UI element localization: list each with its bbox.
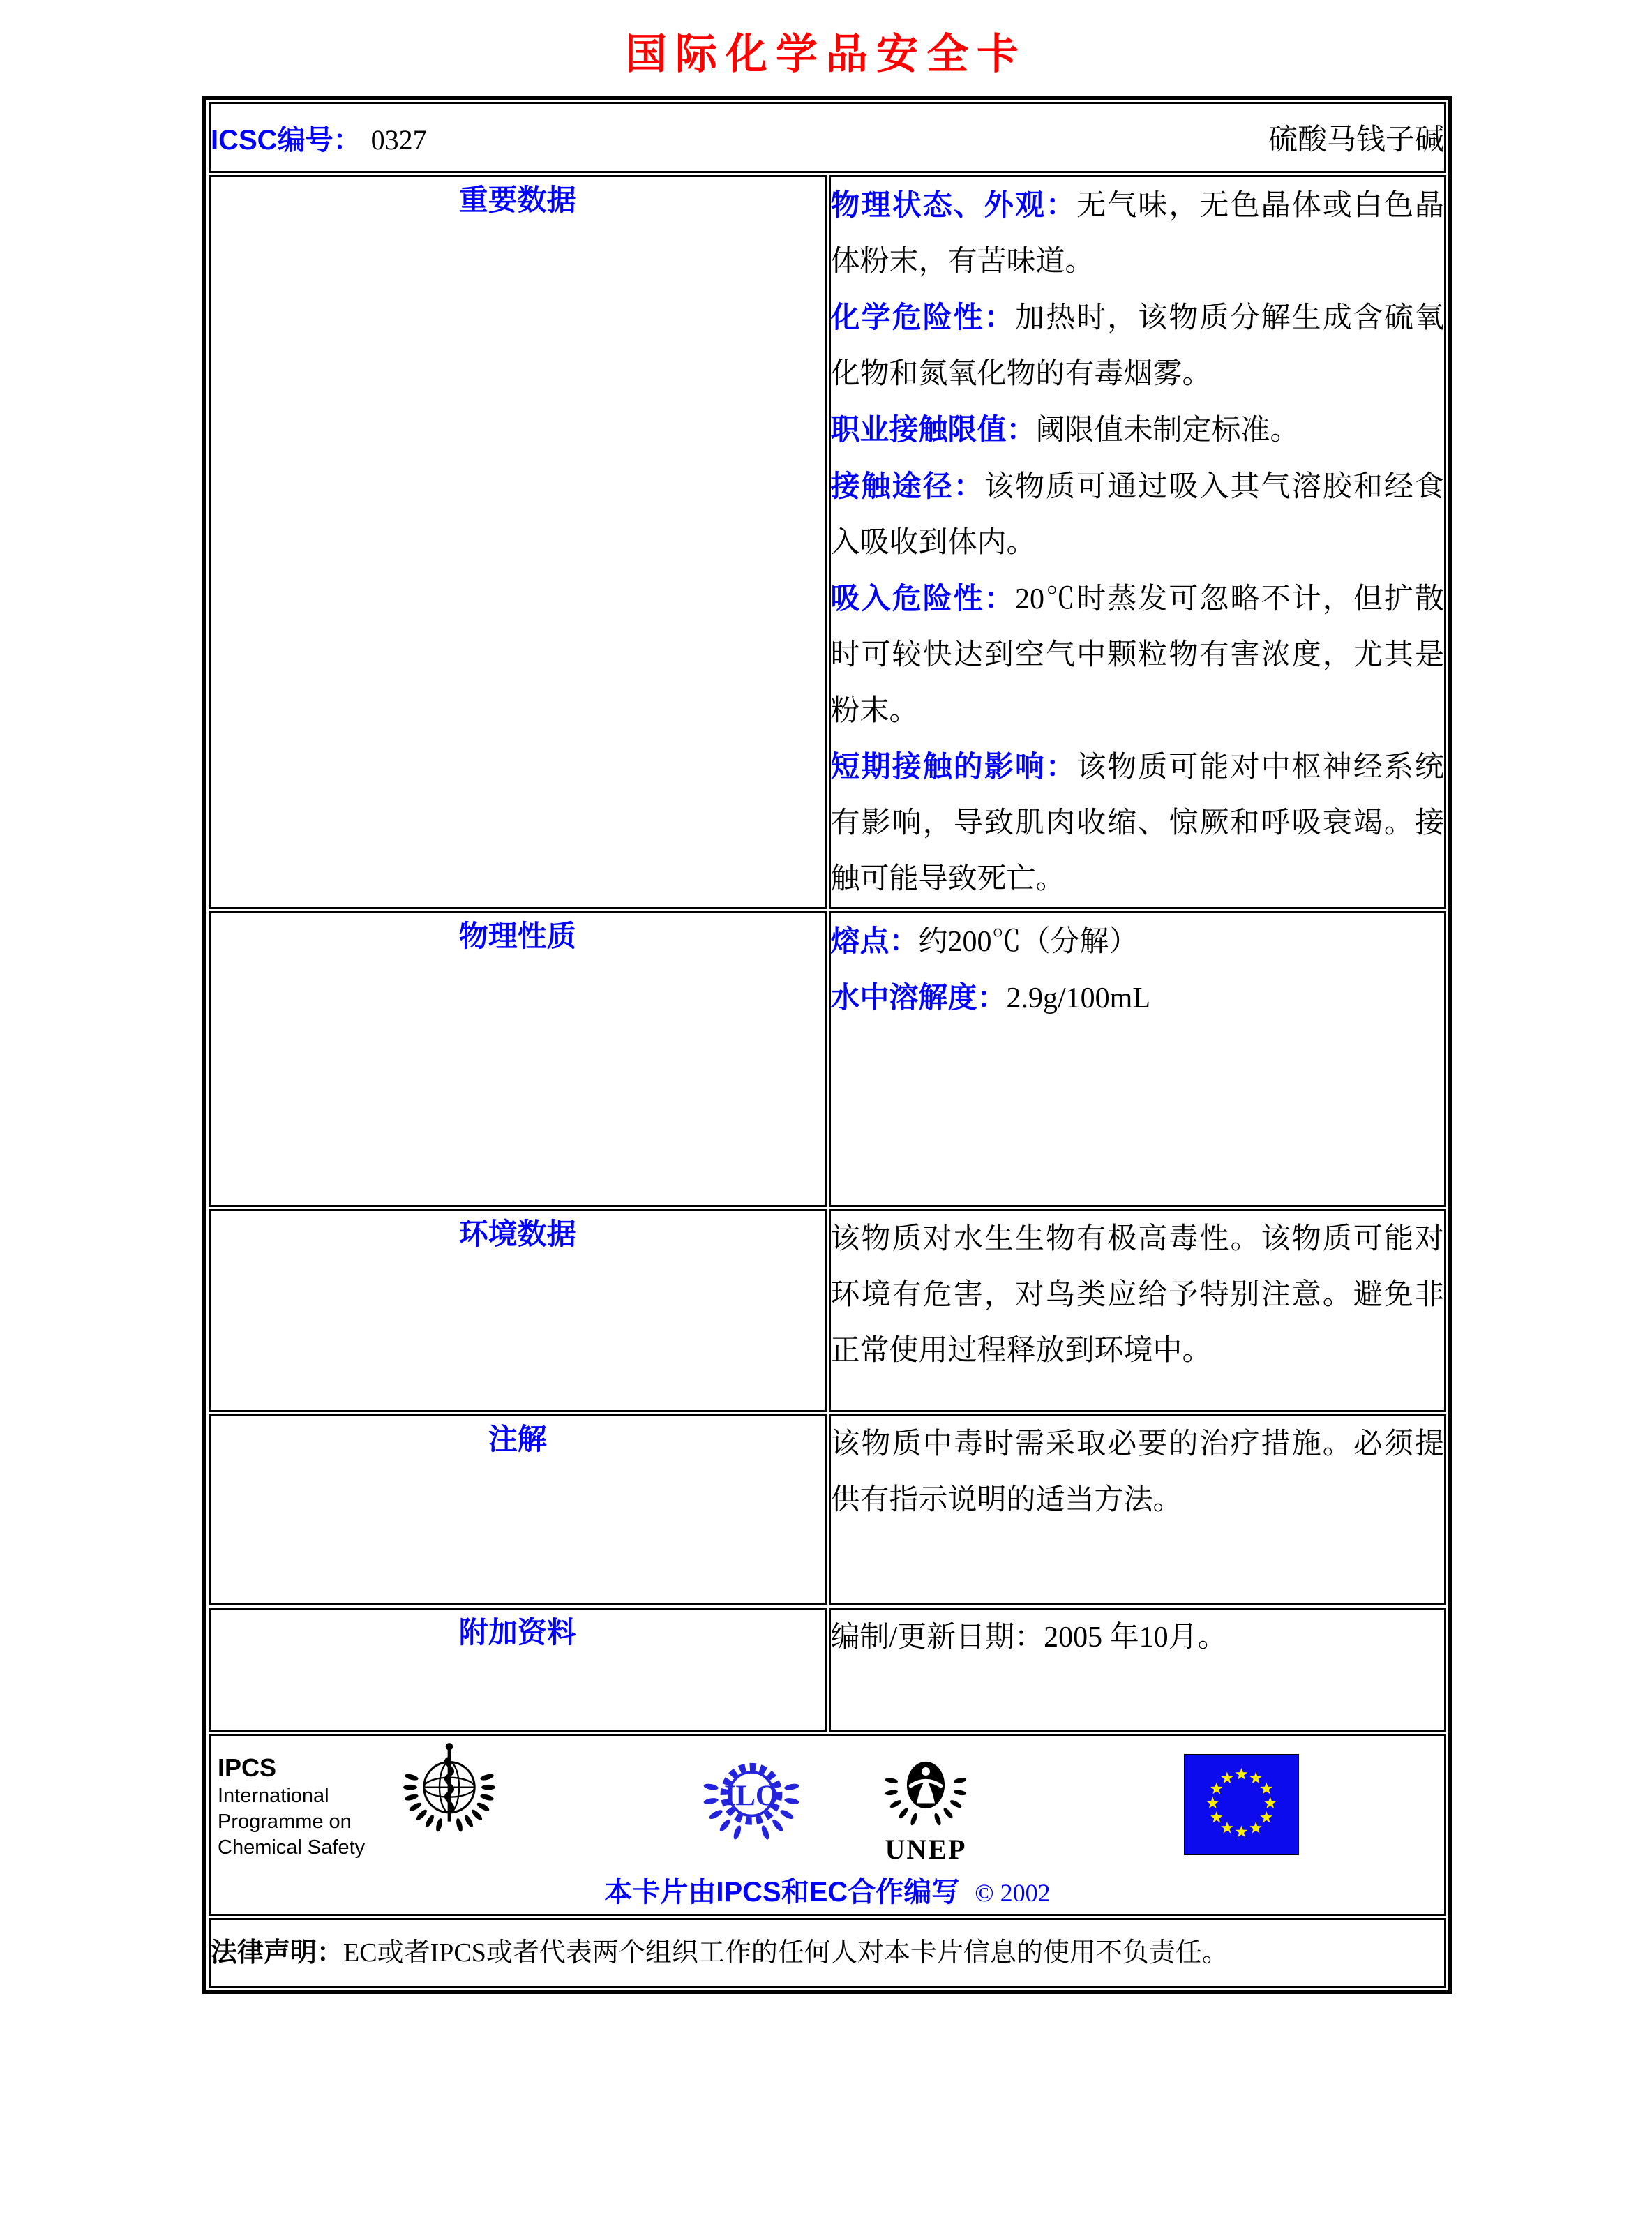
environment-text bbox=[831, 1211, 1445, 1379]
unep-logo-icon bbox=[880, 1744, 971, 1866]
ipcs-acronym: IPCS bbox=[218, 1753, 277, 1782]
entry-melting-point bbox=[831, 913, 1445, 970]
field-label: 化学危险性： bbox=[830, 301, 1015, 334]
who-logo-icon bbox=[400, 1740, 498, 1880]
section-label-physical-properties: 物理性质 bbox=[458, 920, 576, 952]
unep-letters: UNEP bbox=[885, 1834, 967, 1865]
copyright-text: © 2002 bbox=[975, 1879, 1051, 1907]
section-label-notes: 注解 bbox=[488, 1423, 547, 1455]
ilo-letters: ILO bbox=[724, 1779, 779, 1813]
field-text: 编制/更新日期：2005 年10月。 bbox=[830, 1621, 1227, 1654]
section-label-additional-info: 附加资料 bbox=[458, 1616, 576, 1649]
field-text: 加热时，该物质分解生成含硫氧化物和氮氧化物的有毒烟雾。 bbox=[830, 302, 1444, 390]
field-text: 2.9g/100mL bbox=[1006, 982, 1151, 1014]
ipcs-line: Chemical Safety bbox=[218, 1836, 366, 1859]
ipcs-line: International bbox=[218, 1785, 329, 1807]
entry-short-term-effects bbox=[831, 739, 1445, 907]
icsc-number-label: ICSC编号： bbox=[211, 124, 361, 156]
additional-info-text bbox=[831, 1610, 1445, 1665]
icsc-card-table bbox=[202, 96, 1452, 1994]
field-label: 接触途径： bbox=[830, 470, 984, 502]
cooperation-caption-text: 本卡片由IPCS和EC合作编写 bbox=[604, 1877, 960, 1908]
entry-physical-state bbox=[831, 177, 1445, 290]
entry-occupational-limit bbox=[831, 402, 1445, 458]
notes-row bbox=[209, 1414, 1446, 1605]
legal-notice-text: EC或者IPCS或者代表两个组织工作的任何人对本卡片信息的使用不负责任。 bbox=[343, 1938, 1229, 1968]
eu-flag-icon bbox=[1184, 1754, 1299, 1859]
important-data-row bbox=[209, 175, 1446, 909]
ilo-logo-icon bbox=[699, 1744, 804, 1859]
section-label-environmental-data: 环境数据 bbox=[458, 1217, 576, 1250]
section-label-important-data: 重要数据 bbox=[458, 183, 576, 216]
entry-exposure-routes bbox=[831, 458, 1445, 571]
ipcs-text-block bbox=[218, 1753, 365, 1861]
field-label: 熔点： bbox=[830, 924, 919, 957]
icsc-number-value: 0327 bbox=[370, 123, 427, 156]
icsc-number-group bbox=[211, 118, 427, 158]
chemical-name: 硫酸马钱子碱 bbox=[1268, 124, 1444, 156]
field-label: 物理状态、外观： bbox=[830, 188, 1077, 221]
legal-notice-row bbox=[209, 1918, 1446, 1988]
page-title: 国际化学品安全卡 bbox=[625, 31, 1027, 77]
environmental-data-row bbox=[209, 1209, 1446, 1412]
physical-properties-row bbox=[209, 911, 1446, 1207]
field-label: 职业接触限值： bbox=[830, 413, 1036, 446]
field-text: 阈限值未制定标准。 bbox=[1035, 414, 1300, 447]
cooperation-caption bbox=[211, 1870, 1444, 1910]
field-label: 短期接触的影响： bbox=[830, 750, 1077, 783]
header-row bbox=[209, 102, 1446, 173]
field-text: 该物质中毒时需采取必要的治疗措施。必须提供有指示说明的适当方法。 bbox=[830, 1428, 1444, 1516]
field-text: 该物质可通过吸入其气溶胶和经食入吸收到体内。 bbox=[830, 471, 1444, 559]
notes-text bbox=[831, 1416, 1445, 1528]
entry-inhalation-risk bbox=[831, 571, 1445, 739]
ipcs-line: Programme on bbox=[218, 1811, 352, 1833]
entry-chemical-danger bbox=[831, 290, 1445, 402]
field-text: 该物质可能对中枢神经系统有影响，导致肌肉收缩、惊厥和呼吸衰竭。接触可能导致死亡。 bbox=[830, 751, 1444, 895]
field-text: 20℃时蒸发可忽略不计，但扩散时可较快达到空气中颗粒物有害浓度，尤其是粉末。 bbox=[830, 583, 1444, 727]
field-label: 吸入危险性： bbox=[830, 582, 1015, 615]
field-label: 水中溶解度： bbox=[830, 981, 1007, 1014]
entry-water-solubility bbox=[831, 970, 1445, 1026]
field-text: 该物质对水生生物有极高毒性。该物质可能对环境有危害，对鸟类应给予特别注意。避免非正常使用过程释放到环境中。 bbox=[830, 1223, 1444, 1367]
logos-row bbox=[209, 1734, 1446, 1916]
legal-notice-label: 法律声明： bbox=[211, 1938, 344, 1968]
field-text: 无气味，无色晶体或白色晶体粉末，有苦味道。 bbox=[830, 190, 1444, 278]
field-text: 约200℃（分解） bbox=[918, 926, 1139, 958]
additional-info-row bbox=[209, 1608, 1446, 1732]
